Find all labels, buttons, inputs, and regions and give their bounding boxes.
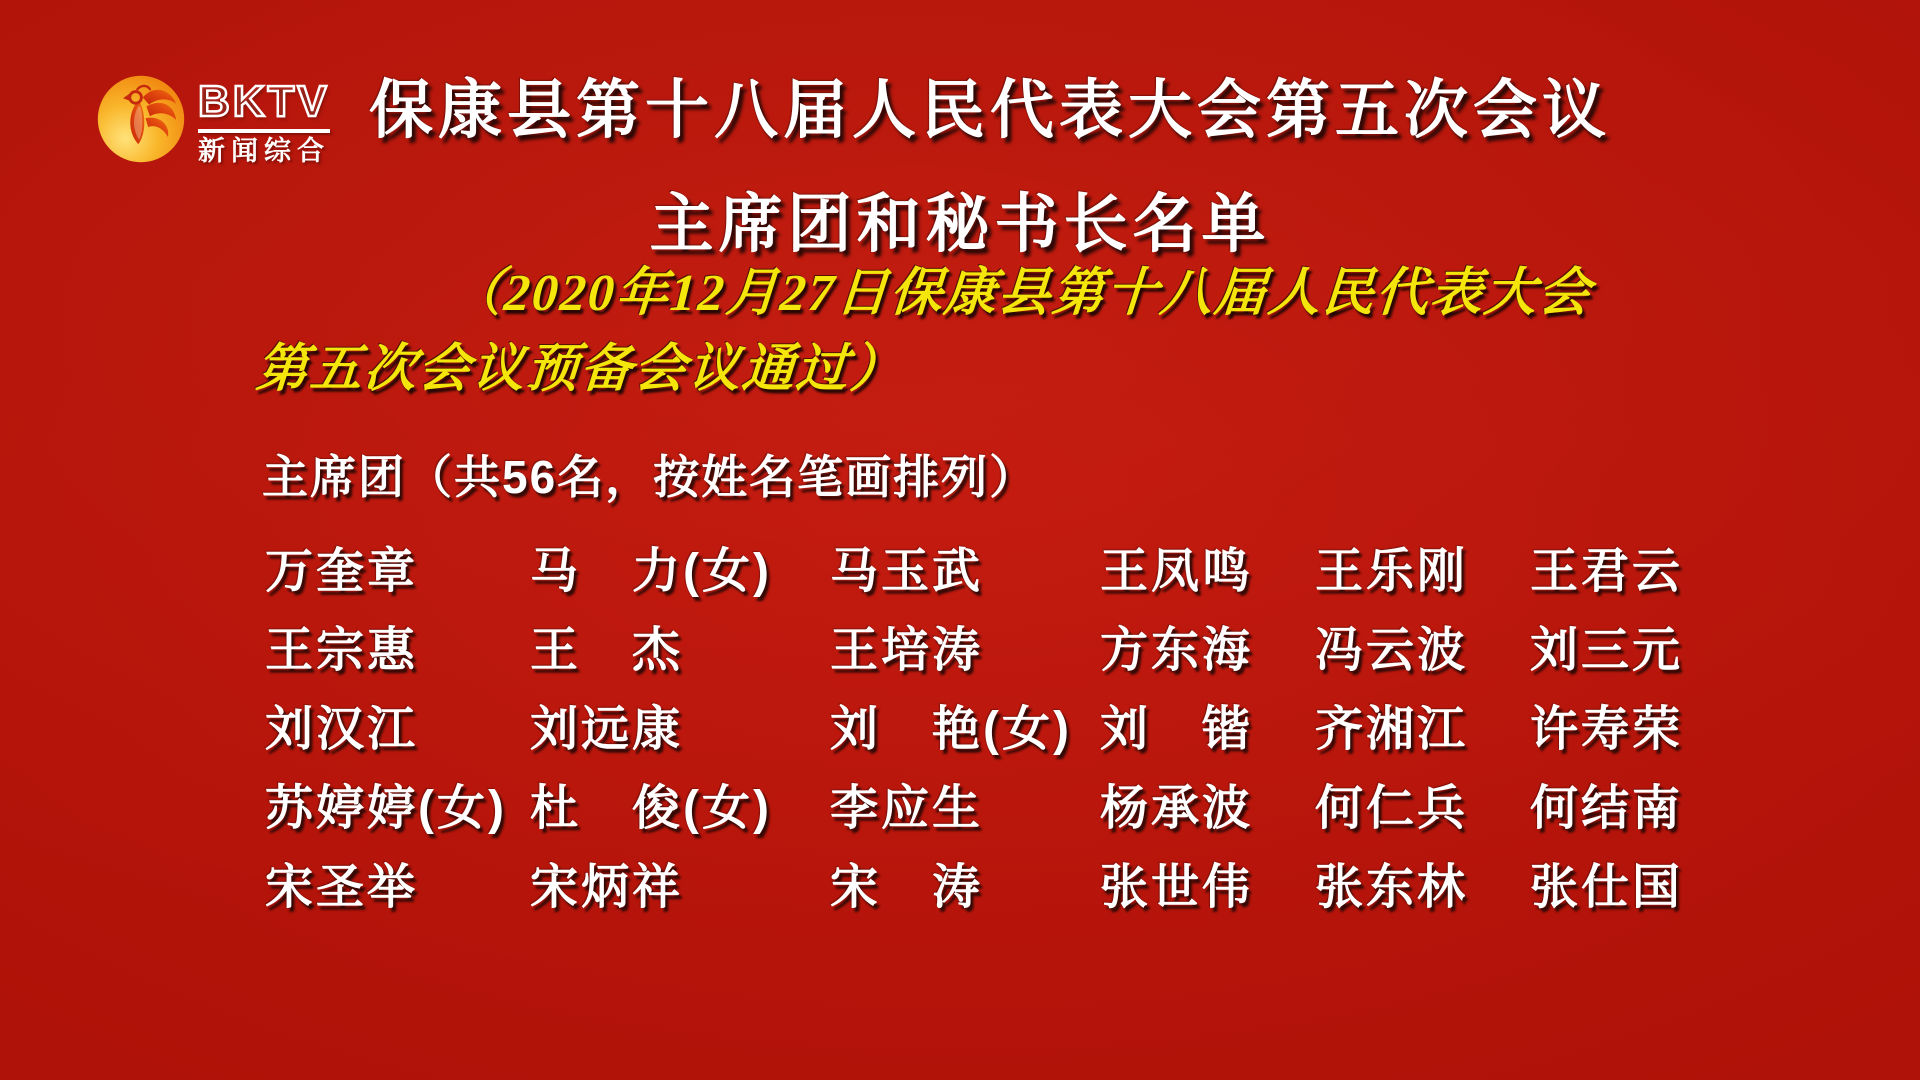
delegate-name: 刘 锴 <box>1100 702 1254 756</box>
name-row <box>265 611 1920 690</box>
delegate-name: 宋 涛 <box>830 860 984 914</box>
delegate-name: 李应生 <box>830 781 984 835</box>
delegate-name: 冯云波 <box>1315 623 1469 677</box>
delegate-name: 方东海 <box>1100 623 1254 677</box>
delegate-name: 宋圣举 <box>265 860 419 914</box>
delegate-name: 王君云 <box>1530 544 1684 598</box>
delegate-name: 齐湘江 <box>1315 702 1469 756</box>
delegate-name: 王乐刚 <box>1315 544 1469 598</box>
delegate-name: 万奎章 <box>265 544 419 598</box>
delegate-name: 马玉武 <box>830 544 984 598</box>
station-name: BKTV <box>198 77 330 126</box>
delegate-name: 杨承波 <box>1100 781 1254 835</box>
name-rows <box>265 532 1920 927</box>
approval-note-line-1: （2020年12月27日保康县第十八届人民代表大会 <box>448 265 1595 322</box>
title-line-1: 保康县第十八届人民代表大会第五次会议 <box>369 74 1611 146</box>
delegate-name: 许寿荣 <box>1530 702 1684 756</box>
approval-note-line-2: 第五次会议预备会议通过） <box>254 341 907 398</box>
delegate-name: 苏婷婷(女) <box>265 781 507 835</box>
name-row <box>265 848 1920 927</box>
presidium-heading: 主席团（共56名，按姓名笔画排列） <box>262 451 1038 503</box>
delegate-name: 刘汉江 <box>265 702 419 756</box>
delegate-name: 张仕国 <box>1530 860 1684 914</box>
name-row <box>265 690 1920 769</box>
delegate-name: 杜 俊(女) <box>530 781 772 835</box>
name-row <box>265 532 1920 611</box>
delegate-name: 刘 艳(女) <box>830 702 1072 756</box>
delegate-name: 张世伟 <box>1100 860 1254 914</box>
delegate-name: 王培涛 <box>830 623 984 677</box>
delegate-name: 张东林 <box>1315 860 1469 914</box>
delegate-name: 王宗惠 <box>265 623 419 677</box>
title-line-2: 主席团和秘书长名单 <box>649 188 1271 260</box>
delegate-name: 王凤鸣 <box>1100 544 1254 598</box>
delegate-name: 王 杰 <box>530 623 684 677</box>
delegate-name: 何仁兵 <box>1315 781 1469 835</box>
delegate-name: 宋炳祥 <box>530 860 684 914</box>
name-row <box>265 769 1920 848</box>
delegate-name: 刘远康 <box>530 702 684 756</box>
delegate-name: 马 力(女) <box>530 544 772 598</box>
delegate-name: 刘三元 <box>1530 623 1684 677</box>
channel-name: 新闻综合 <box>198 136 330 166</box>
delegate-name: 何结南 <box>1530 781 1684 835</box>
